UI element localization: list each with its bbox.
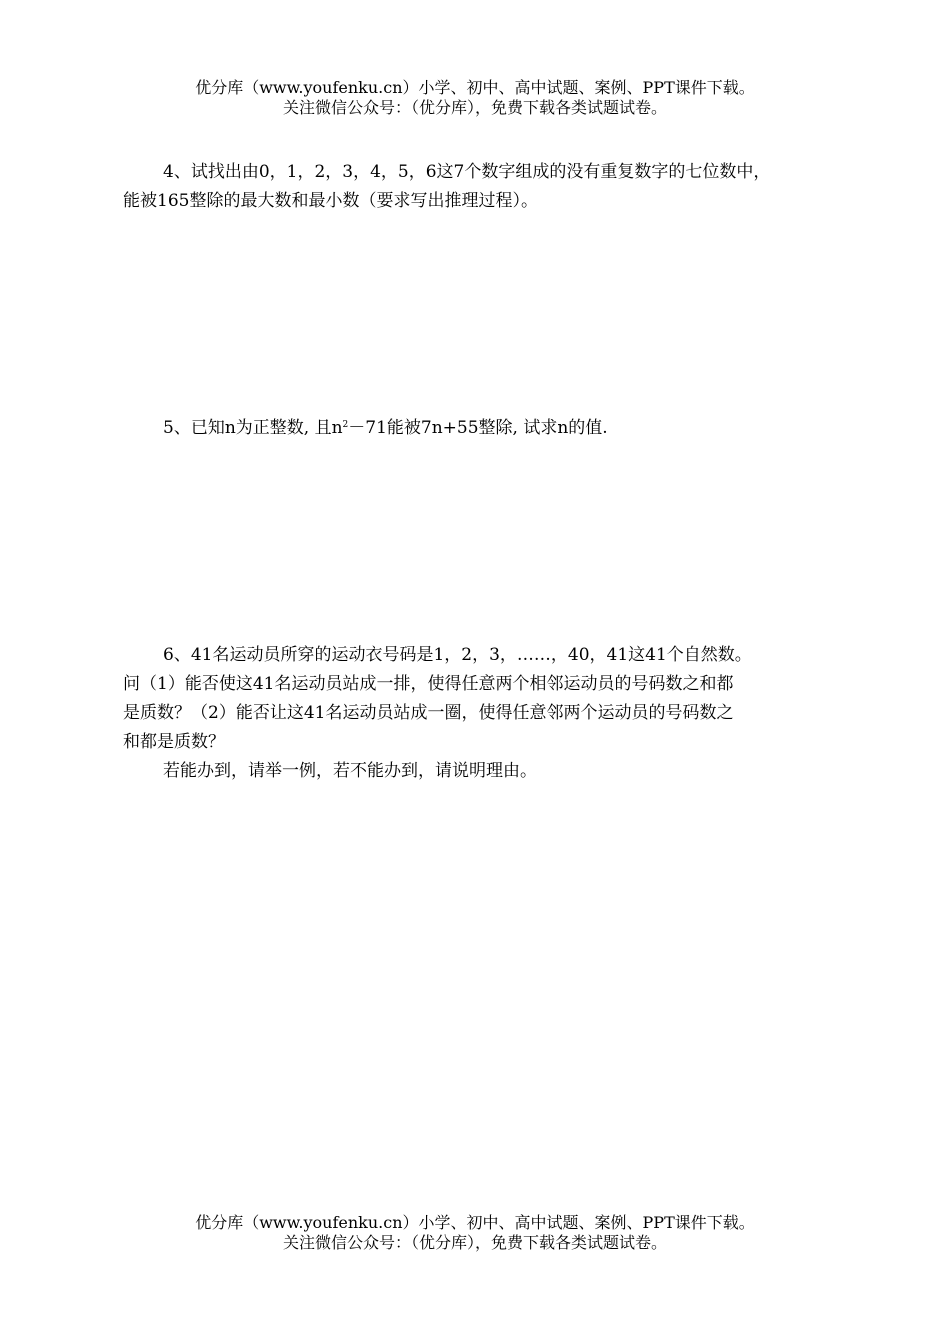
question-5-text-end: －71能被7n+55整除, 试求n的值. <box>348 418 608 438</box>
question-4-line-1: 4、试找出由0，1，2，3，4，5，6这7个数字组成的没有重复数字的七位数中， <box>163 162 771 182</box>
question-4 <box>123 158 833 216</box>
question-5-text-start: 5、已知n为正整数, 且n <box>163 418 343 438</box>
question-5 <box>123 414 833 443</box>
question-6-line-4: 和都是质数？ <box>123 732 225 752</box>
exponent: 2 <box>342 420 349 430</box>
footer-line-2: 关注微信公众号：（优分库），免费下载各类试题试卷。 <box>282 1233 667 1252</box>
question-6-line-3: 是质数？（2）能否让这41名运动员站成一圈，使得任意邻两个运动员的号码数之 <box>123 703 734 723</box>
question-6 <box>123 641 833 786</box>
question-5-text <box>123 414 833 443</box>
header-line-2: 关注微信公众号：（优分库），免费下载各类试题试卷。 <box>282 98 667 117</box>
page-footer <box>0 1213 950 1253</box>
question-4-line-2: 能被165整除的最大数和最小数（要求写出推理过程）。 <box>123 191 538 211</box>
question-6-line-5: 若能办到，请举一例，若不能办到，请说明理由。 <box>163 761 537 781</box>
header-line-1: 优分库（www.youfenku.cn）小学、初中、高中试题、案例、PPT课件下载。 <box>195 78 755 97</box>
footer-line-1: 优分库（www.youfenku.cn）小学、初中、高中试题、案例、PPT课件下载。 <box>195 1213 755 1232</box>
question-6-line-2: 问（1）能否使这41名运动员站成一排，使得任意两个相邻运动员的号码数之和都 <box>123 674 734 694</box>
page-header <box>0 78 950 118</box>
question-6-line-1: 6、41名运动员所穿的运动衣号码是1，2，3，……，40，41这41个自然数。 <box>163 645 752 665</box>
